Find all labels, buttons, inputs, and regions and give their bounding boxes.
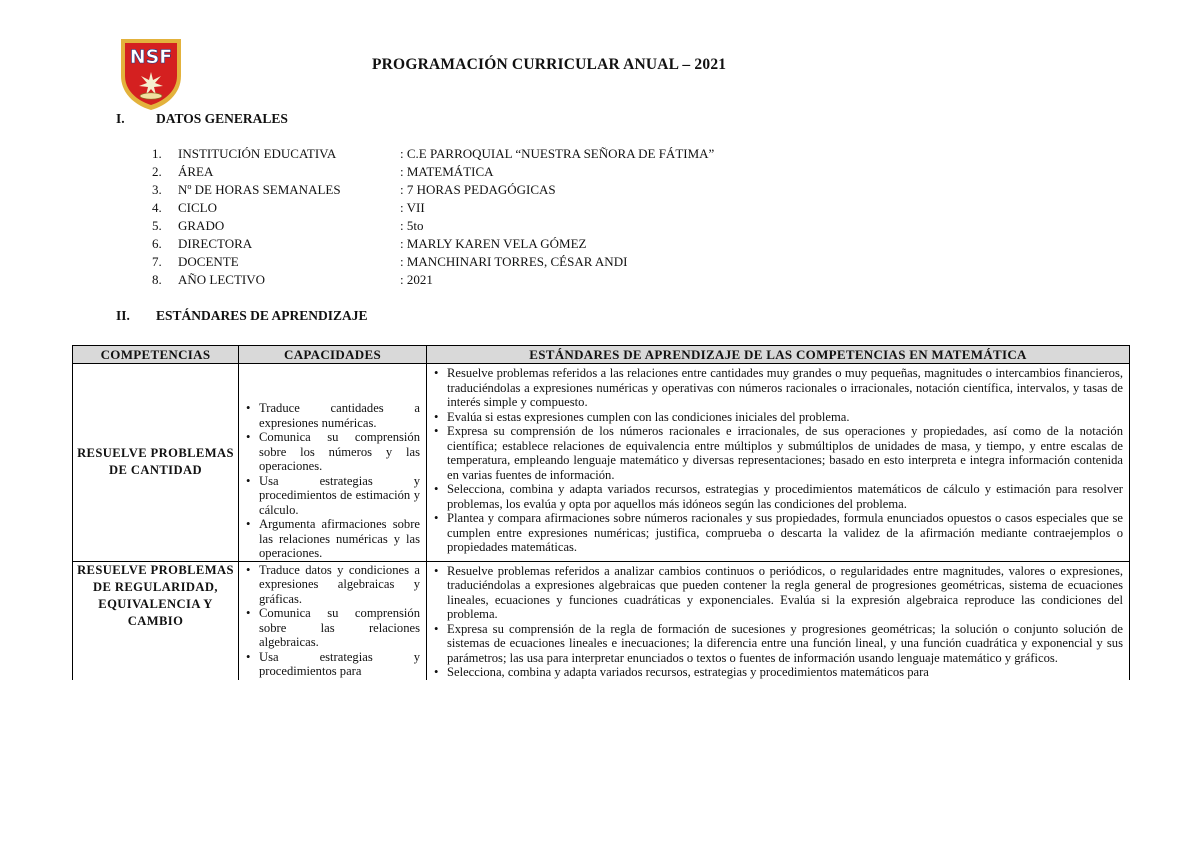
section-title: ESTÁNDARES DE APRENDIZAJE [156, 308, 368, 323]
table-row [73, 561, 1130, 680]
row-label: AÑO LECTIVO [178, 272, 266, 287]
section-number: II. [116, 308, 130, 323]
logo-text: NSF [129, 46, 173, 68]
row-value: : MATEMÁTICA [400, 164, 494, 179]
capacidades-cell [239, 364, 427, 562]
general-row-institucion [152, 145, 872, 163]
row-number: 6. [152, 236, 162, 251]
row-value: : MARLY KAREN VELA GÓMEZ [400, 236, 587, 251]
general-row-grado [152, 217, 872, 235]
competencia-cell: RESUELVE PROBLEMAS DE REGULARIDAD, EQUIVALENCIA Y CAMBIO [73, 561, 239, 680]
school-logo [118, 36, 184, 112]
section-number: I. [116, 111, 125, 126]
competencia-cell: RESUELVE PROBLEMAS DE CANTIDAD [73, 364, 239, 562]
table-row [73, 364, 1130, 562]
list-item: • Resuelve problemas referidos a las relaciones entre cantidades muy grandes o muy pequeñas, magnitudes o intercambios financieros, traduciéndolas a expresiones numéricas y operativas con números racionales o irracionales, notación científica, intervalos, y tasas de interés simple y compuesto. [431, 366, 1123, 410]
row-label: ÁREA [178, 164, 214, 179]
capacidades-cell [239, 561, 427, 680]
row-number: 8. [152, 272, 162, 287]
section-heading-datos-generales [116, 111, 288, 127]
list-item: • Selecciona, combina y adapta variados recursos, estrategias y procedimientos matemáticos de cálculo y estimación para resolver problemas, los evalúa y opta por aquellos más idóneos según las condiciones del problema. [431, 482, 1123, 511]
row-value: : C.E PARROQUIAL “NUESTRA SEÑORA DE FÁTIMA” [400, 146, 715, 161]
list-item: • Expresa su comprensión de los números racionales e irracionales, de sus operaciones y propiedades, así como de la notación científica; establece relaciones de equivalencia entre múltiplos y submúltiplos de unidades de masa, y tiempo, y entre escalas de temperatura, empleando lenguaje matemático y diversas representaciones; basado en esto interpreta e integra información contenida en varias fuentes de información. [431, 424, 1123, 482]
general-row-ciclo [152, 199, 872, 217]
row-number: 4. [152, 200, 162, 215]
standards-table [72, 345, 1130, 680]
row-number: 7. [152, 254, 162, 269]
list-item: • Comunica su comprensión sobre los números y las operaciones. [243, 430, 420, 474]
estandares-cell [427, 364, 1130, 562]
row-number: 5. [152, 218, 162, 233]
row-value: : MANCHINARI TORRES, CÉSAR ANDI [400, 254, 628, 269]
list-item: • Evalúa si estas expresiones cumplen con las condiciones iniciales del problema. [431, 410, 1123, 425]
general-row-anio-lectivo [152, 271, 872, 289]
list-item: • Expresa su comprensión de la regla de formación de sucesiones y progresiones geométricas; la solución o conjunto solución de sistemas de ecuaciones lineales e inecuaciones; la diferencia entre una función lineal, y una función cuadrática y exponencial y sus parámetros; las usa para interpretar enunciados o textos o fuentes de información usando lenguaje matemático y gráficos. [431, 622, 1123, 666]
list-item: • Plantea y compara afirmaciones sobre números racionales y sus propiedades, formula enunciados opuestos o casos especiales que se cumplen entre expresiones numéricas; justifica, comprueba o descarta la validez de la afirmación mediante contraejemplos o propiedades matemáticas. [431, 511, 1123, 555]
general-data-list [152, 145, 872, 289]
column-header-competencias: COMPETENCIAS [73, 346, 239, 364]
row-label: GRADO [178, 218, 225, 233]
column-header-estandares: ESTÁNDARES DE APRENDIZAJE DE LAS COMPETENCIAS EN MATEMÁTICA [427, 346, 1130, 364]
general-row-area [152, 163, 872, 181]
list-item: • Comunica su comprensión sobre las relaciones algebraicas. [243, 606, 420, 650]
list-item: • Resuelve problemas referidos a analizar cambios continuos o periódicos, o regularidades entre magnitudes, valores o expresiones, traduciéndolas a expresiones algebraicas que pueden contener la regla general de progresiones geométricas, sistema de ecuaciones lineales, ecuaciones y funciones cuadráticas y exponenciales. Evalúa si la expresión algebraica reproduce las condiciones del problema. [431, 564, 1123, 622]
general-row-directora [152, 235, 872, 253]
row-value: : 7 HORAS PEDAGÓGICAS [400, 182, 556, 197]
table-header-row [73, 346, 1130, 364]
general-row-docente [152, 253, 872, 271]
row-label: CICLO [178, 200, 217, 215]
row-value: : 5to [400, 218, 424, 233]
row-number: 1. [152, 146, 162, 161]
list-item: • Usa estrategias y procedimientos de estimación y cálculo. [243, 474, 420, 518]
row-label: INSTITUCIÓN EDUCATIVA [178, 146, 337, 161]
list-item: • Usa estrategias y procedimientos para [243, 650, 420, 679]
document-title: PROGRAMACIÓN CURRICULAR ANUAL – 2021 [372, 56, 727, 73]
row-number: 2. [152, 164, 162, 179]
general-row-horas [152, 181, 872, 199]
row-label: Nº DE HORAS SEMANALES [178, 182, 341, 197]
list-item: • Argumenta afirmaciones sobre las relaciones numéricas y las operaciones. [243, 517, 420, 561]
list-item: • Selecciona, combina y adapta variados recursos, estrategias y procedimientos matemáticos para [431, 665, 1123, 680]
column-header-capacidades: CAPACIDADES [239, 346, 427, 364]
row-value: : VII [400, 200, 425, 215]
row-label: DIRECTORA [178, 236, 253, 251]
row-number: 3. [152, 182, 162, 197]
section-title: DATOS GENERALES [156, 111, 288, 126]
section-heading-estandares [116, 308, 368, 324]
row-value: : 2021 [400, 272, 433, 287]
estandares-cell [427, 561, 1130, 680]
row-label: DOCENTE [178, 254, 239, 269]
list-item: • Traduce cantidades a expresiones numéricas. [243, 401, 420, 430]
list-item: • Traduce datos y condiciones a expresiones algebraicas y gráficas. [243, 563, 420, 607]
